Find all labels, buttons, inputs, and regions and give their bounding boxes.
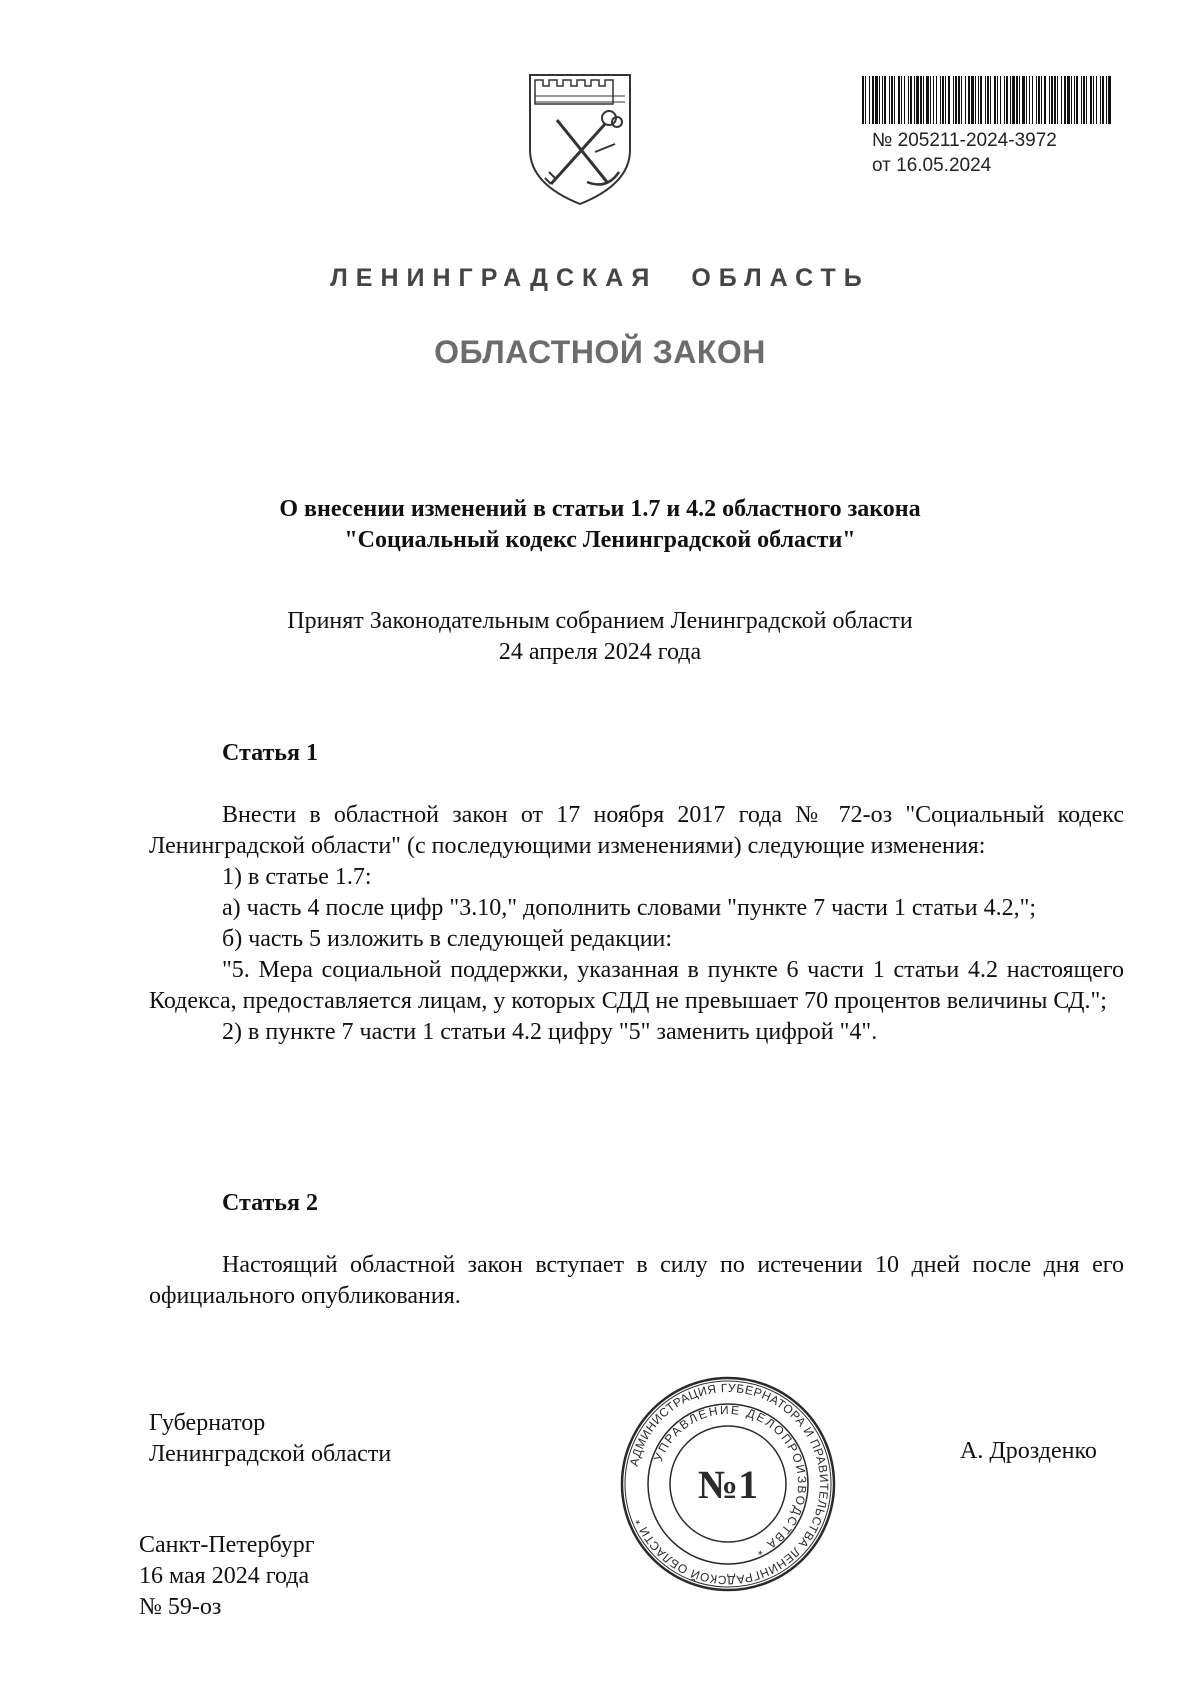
svg-text:УПРАВЛЕНИЕ ДЕЛОПРОИЗВОДСТВА *: УПРАВЛЕНИЕ ДЕЛОПРОИЗВОДСТВА * xyxy=(651,1402,810,1560)
article-2-paragraph: Настоящий областной закон вступает в силу по истечении 10 дней после дня его официального опубликования. xyxy=(149,1252,1124,1309)
official-stamp xyxy=(620,1376,836,1592)
registration-number: № 205211-2024-3972 xyxy=(872,130,1057,151)
svg-text:АДМИНИСТРАЦИЯ ГУБЕРНАТОРА И ПР: АДМИНИСТРАЦИЯ ГУБЕРНАТОРА И ПРАВИТЕЛЬСТВА ЛЕНИНГРАДСКОЙ ОБЛАСТИ * xyxy=(626,1380,832,1588)
registration-date: от 16.05.2024 xyxy=(872,155,992,176)
signing-date: 16 мая 2024 года xyxy=(139,1563,310,1589)
article-2-heading: Статья 2 xyxy=(222,1190,318,1216)
article-1-paragraph: а) часть 4 после цифр "3.10," дополнить словами "пункте 7 части 1 статьи 4.2,"; xyxy=(222,895,1037,921)
coat-of-arms-emblem xyxy=(527,72,633,206)
city: Санкт-Петербург xyxy=(139,1532,315,1558)
signatory-position-line-2: Ленинградской области xyxy=(149,1441,392,1467)
article-1-paragraph: б) часть 5 изложить в следующей редакции: xyxy=(222,926,673,952)
article-2-body xyxy=(149,1250,1124,1312)
region-word-1: ЛЕНИНГРАДСКАЯ xyxy=(330,264,658,292)
registration-info xyxy=(872,128,1057,178)
article-1-heading: Статья 1 xyxy=(222,740,318,766)
law-number: № 59-оз xyxy=(139,1594,222,1620)
place-date-number xyxy=(139,1530,315,1623)
document-type: ОБЛАСТНОЙ ЗАКОН xyxy=(434,334,766,370)
article-1-paragraph: 1) в статье 1.7: xyxy=(222,864,372,890)
law-title-line-2: "Социальный кодекс Ленинградской области" xyxy=(344,527,856,553)
law-title xyxy=(150,494,1050,556)
adoption-line-2: 24 апреля 2024 года xyxy=(498,639,702,665)
article-1-paragraph: Внести в областной закон от 17 ноября 2017 года № 72-оз "Социальный кодекс Ленинградской области" (с последующими изменениями) следующие изменения: xyxy=(149,802,1124,859)
article-1-body xyxy=(149,800,1124,1048)
article-1-paragraph: 2) в пункте 7 части 1 статьи 4.2 цифру "5" заменить цифрой "4". xyxy=(222,1019,878,1045)
adoption-note xyxy=(150,606,1050,668)
barcode xyxy=(862,76,1112,124)
signatory-position xyxy=(149,1408,391,1470)
adoption-line-1: Принят Законодательным собранием Ленинградской области xyxy=(287,608,913,634)
svg-text:№1: №1 xyxy=(697,1462,759,1507)
article-1-paragraph: "5. Мера социальной поддержки, указанная в пункте 6 части 1 статьи 4.2 настоящего Кодекса, предоставляется лицам, у которых СДД не превышает 70 процентов величины СД."; xyxy=(149,957,1124,1014)
signatory-position-line-1: Губернатор xyxy=(149,1410,266,1436)
signatory-name: А. Дрозденко xyxy=(960,1438,1097,1464)
region-word-2: ОБЛАСТЬ xyxy=(691,264,870,292)
law-title-line-1: О внесении изменений в статьи 1.7 и 4.2 областного закона xyxy=(279,496,921,522)
region-name xyxy=(0,264,1200,293)
